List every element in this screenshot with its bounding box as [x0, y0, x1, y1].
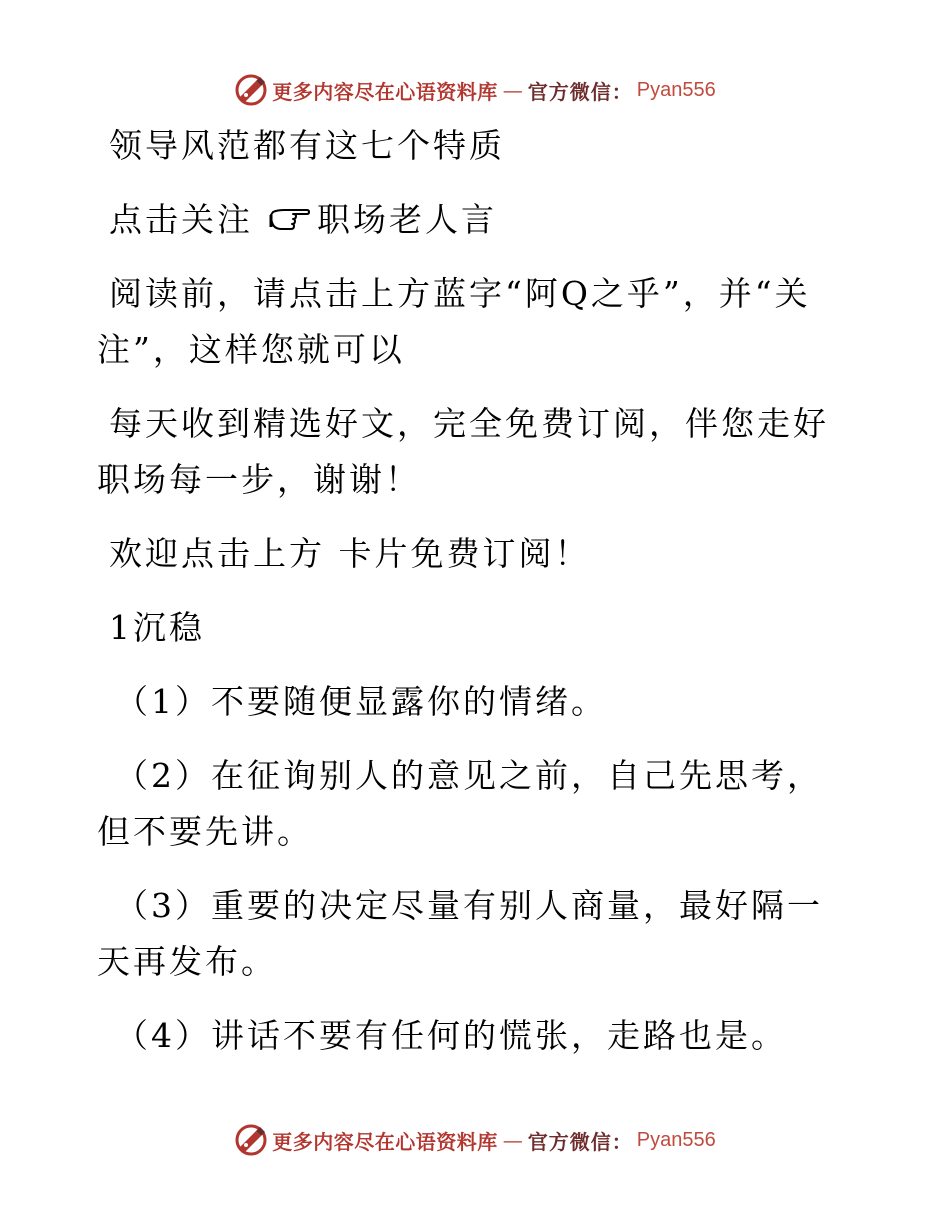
banner-wechat-label: 官方微信：	[527, 79, 633, 104]
section-heading: 1沉稳	[109, 608, 205, 647]
logo-icon	[234, 73, 268, 107]
list-item: （4）讲话不要有任何的慌张，走路也是。	[115, 1016, 787, 1055]
list-item: （2）在征询别人的意见之前，自己先思考，但不要先讲。	[97, 756, 823, 851]
list-item: （3）重要的决定尽量有别人商量，最好隔一天再发布。	[97, 886, 823, 981]
logo-icon	[234, 1123, 268, 1157]
intro-paragraph-1: 阅读前，请点击上方蓝字“阿Q之乎”，并“关注”，这样您就可以	[97, 274, 811, 369]
banner-wechat-label: 官方微信：	[527, 1129, 633, 1154]
footer-banner	[0, 1120, 950, 1160]
follow-suffix: 职场老人言	[317, 200, 497, 239]
pointing-hand-icon	[267, 205, 311, 235]
banner-title: 更多内容尽在心语资料库	[272, 79, 498, 104]
header-banner	[0, 70, 950, 110]
banner-title: 更多内容尽在心语资料库	[272, 1129, 498, 1154]
article-body	[97, 118, 847, 1082]
banner-separator: —	[502, 78, 523, 102]
banner-wechat-id: Pyan556	[636, 78, 716, 101]
intro-paragraph-2: 每天收到精选好文，完全免费订阅，伴您走好职场每一步，谢谢！	[97, 404, 829, 499]
banner-wechat-id: Pyan556	[636, 1128, 716, 1151]
follow-line	[97, 192, 847, 248]
intro-paragraph-3: 欢迎点击上方 卡片免费订阅！	[109, 534, 591, 573]
follow-prefix[interactable]: 点击关注	[109, 200, 253, 239]
list-item: （1）不要随便显露你的情绪。	[115, 682, 607, 721]
banner-separator: —	[502, 1128, 523, 1152]
article-title: 领导风范都有这七个特质	[109, 126, 505, 165]
